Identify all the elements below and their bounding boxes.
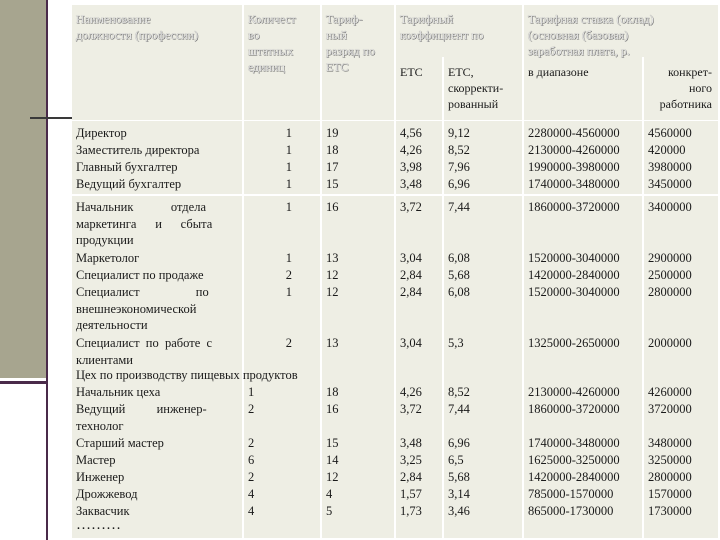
row-coef: 2,84 xyxy=(400,268,422,282)
row-grade: 13 xyxy=(326,251,339,265)
row-position-name xyxy=(76,401,238,434)
row-range: 2280000-4560000 xyxy=(528,126,620,140)
row-coef-adj: 6,08 xyxy=(448,251,470,265)
row-range: 1325000-2650000 xyxy=(528,336,620,350)
row-coef: 2,84 xyxy=(400,285,422,299)
row-salary: 4560000 xyxy=(648,126,692,140)
row-range: 1990000-3980000 xyxy=(528,160,620,174)
row-position-name: Специалист по продаже xyxy=(76,268,204,282)
row-position-name xyxy=(76,335,238,368)
row-grade: 4 xyxy=(326,487,333,501)
row-position-name-line: клиентами xyxy=(76,352,134,367)
row-coef: 3,98 xyxy=(400,160,422,174)
row-coef-adj: 6,5 xyxy=(448,453,464,467)
row-coef-adj: 6,08 xyxy=(448,285,470,299)
row-range: 1420000-2840000 xyxy=(528,470,620,484)
header-col-range: в диапазоне xyxy=(528,65,589,79)
row-coef-adj: 8,52 xyxy=(448,143,470,157)
row-position-name-line: маркетинга и сбыта xyxy=(76,216,213,231)
row-grade: 18 xyxy=(326,385,339,399)
row-coef: 3,04 xyxy=(400,251,422,265)
row-salary: 3450000 xyxy=(648,177,692,191)
row-qty: 4 xyxy=(248,487,255,501)
row-coef-adj: 7,44 xyxy=(448,402,470,416)
row-qty: 4 xyxy=(248,504,255,518)
row-coef: 3,72 xyxy=(400,200,422,214)
row-position-name: Заквасчик xyxy=(76,504,130,518)
row-position-name: Маркетолог xyxy=(76,251,140,265)
row-qty: 6 xyxy=(248,453,255,467)
side-band xyxy=(0,0,46,378)
side-horizontal-rule-top xyxy=(30,117,78,119)
row-qty: 1 xyxy=(248,385,255,399)
row-salary: 3480000 xyxy=(648,436,692,450)
row-grade: 17 xyxy=(326,160,339,174)
row-coef-adj: 5,68 xyxy=(448,470,470,484)
row-coef: 2,84 xyxy=(400,470,422,484)
row-position-name-line: Ведущий инженер- xyxy=(76,402,207,416)
row-position-name: Мастер xyxy=(76,453,116,467)
staffing-table xyxy=(72,5,718,538)
header-col-coef-adj: ЕТС, скорректи- рованный xyxy=(448,65,504,111)
row-coef-adj: 7,96 xyxy=(448,160,470,174)
row-grade: 16 xyxy=(326,200,339,214)
row-coef-adj: 7,44 xyxy=(448,200,470,214)
row-coef-adj: 9,12 xyxy=(448,126,470,140)
row-position-name-line: Начальник отдела xyxy=(76,200,206,214)
row-position-name-line: технолог xyxy=(76,418,124,433)
row-grade: 15 xyxy=(326,436,339,450)
row-position-name: Директор xyxy=(76,126,127,140)
row-coef: 3,25 xyxy=(400,453,422,467)
row-position-name-line: деятельности xyxy=(76,318,148,333)
row-grade: 12 xyxy=(326,268,339,282)
row-salary: 420000 xyxy=(648,143,686,157)
row-position-name-line: продукции xyxy=(76,233,134,248)
row-position-name-line: Специалист по работе с xyxy=(76,336,213,350)
row-range: 1520000-3040000 xyxy=(528,251,620,265)
side-vertical-rule xyxy=(46,0,48,540)
header-col-name: Наименование должности (профессии) xyxy=(76,12,199,42)
row-coef: 4,56 xyxy=(400,126,422,140)
row-position-name xyxy=(76,199,238,249)
row-position-name: Дрожжевод xyxy=(76,487,138,501)
row-salary: 2000000 xyxy=(648,336,692,350)
header-col-coef-group: Тарифный коэффициент по xyxy=(400,12,484,42)
row-range: 1860000-3720000 xyxy=(528,200,620,214)
row-salary: 3720000 xyxy=(648,402,692,416)
side-horizontal-rule-bottom xyxy=(0,381,48,384)
row-qty: 1 xyxy=(285,126,292,140)
row-coef-adj: 5,3 xyxy=(448,336,464,350)
row-position-name xyxy=(76,284,238,334)
row-qty: 1 xyxy=(285,143,292,157)
row-divider-1 xyxy=(72,194,718,196)
row-range: 2130000-4260000 xyxy=(528,143,620,157)
row-coef: 3,48 xyxy=(400,436,422,450)
row-grade: 5 xyxy=(326,504,333,518)
header-col-grade: Тариф- ный разряд по ЕТС xyxy=(326,12,376,74)
row-range: 1420000-2840000 xyxy=(528,268,620,282)
row-qty: 1 xyxy=(285,177,292,191)
row-salary: 2500000 xyxy=(648,268,692,282)
row-range: 785000-1570000 xyxy=(528,487,614,501)
row-position-name-line: внешнеэкономической xyxy=(76,301,197,316)
row-qty: 2 xyxy=(285,268,292,282)
row-position-name: Главный бухгалтер xyxy=(76,160,178,174)
header-col-qty: Количест во штатных единиц xyxy=(248,12,296,74)
slide-side-decoration xyxy=(0,0,48,540)
row-salary: 3250000 xyxy=(648,453,692,467)
row-coef-adj: 8,52 xyxy=(448,385,470,399)
header-col-coef: ЕТС xyxy=(400,65,423,79)
row-salary: 2900000 xyxy=(648,251,692,265)
row-salary: 3980000 xyxy=(648,160,692,174)
row-range: 1520000-3040000 xyxy=(528,285,620,299)
header-divider xyxy=(72,120,718,121)
row-coef: 3,72 xyxy=(400,402,422,416)
row-qty: 1 xyxy=(285,285,292,299)
row-position-name: Инженер xyxy=(76,470,125,484)
row-qty: 1 xyxy=(285,160,292,174)
row-qty: 2 xyxy=(248,402,255,416)
row-salary: 2800000 xyxy=(648,470,692,484)
row-grade: 12 xyxy=(326,470,339,484)
row-position-name-line: Специалист по xyxy=(76,285,209,299)
row-qty: 2 xyxy=(248,436,255,450)
row-range: 1740000-3480000 xyxy=(528,436,620,450)
row-salary: 1570000 xyxy=(648,487,692,501)
row-coef-adj: 6,96 xyxy=(448,436,470,450)
row-qty: 2 xyxy=(285,336,292,350)
row-coef: 3,48 xyxy=(400,177,422,191)
row-range: 2130000-4260000 xyxy=(528,385,620,399)
row-range: 1625000-3250000 xyxy=(528,453,620,467)
row-grade: 12 xyxy=(326,285,339,299)
header-col-salary: конкрет- ного работника xyxy=(659,65,712,111)
row-grade: 15 xyxy=(326,177,339,191)
table-continuation-ellipsis: ……… xyxy=(76,517,121,533)
row-coef: 1,73 xyxy=(400,504,422,518)
row-coef: 1,57 xyxy=(400,487,422,501)
row-grade: 13 xyxy=(326,336,339,350)
row-position-name: Заместитель директора xyxy=(76,143,200,157)
row-qty: 1 xyxy=(285,251,292,265)
row-qty: 1 xyxy=(285,200,292,214)
row-grade: 16 xyxy=(326,402,339,416)
row-coef-adj: 5,68 xyxy=(448,268,470,282)
row-position-name: Начальник цеха xyxy=(76,385,161,399)
row-coef: 4,26 xyxy=(400,143,422,157)
row-grade: 18 xyxy=(326,143,339,157)
row-salary: 3400000 xyxy=(648,200,692,214)
row-grade: 19 xyxy=(326,126,339,140)
row-salary: 4260000 xyxy=(648,385,692,399)
row-salary: 1730000 xyxy=(648,504,692,518)
row-qty: 2 xyxy=(248,470,255,484)
row-position-name: Старший мастер xyxy=(76,436,164,450)
row-grade: 14 xyxy=(326,453,339,467)
row-position-name: Ведущий бухгалтер xyxy=(76,177,182,191)
header-col-rate-group: Тарифная ставка (оклад) (основная (базовая) заработная плата, р. xyxy=(528,12,654,58)
row-range: 1740000-3480000 xyxy=(528,177,620,191)
row-coef-adj: 6,96 xyxy=(448,177,470,191)
row-coef-adj: 3,46 xyxy=(448,504,470,518)
row-coef: 3,04 xyxy=(400,336,422,350)
row-range: 865000-1730000 xyxy=(528,504,614,518)
row-coef-adj: 3,14 xyxy=(448,487,470,501)
section-heading: Цех по производству пищевых продуктов xyxy=(76,368,298,382)
row-coef: 4,26 xyxy=(400,385,422,399)
row-range: 1860000-3720000 xyxy=(528,402,620,416)
row-salary: 2800000 xyxy=(648,285,692,299)
